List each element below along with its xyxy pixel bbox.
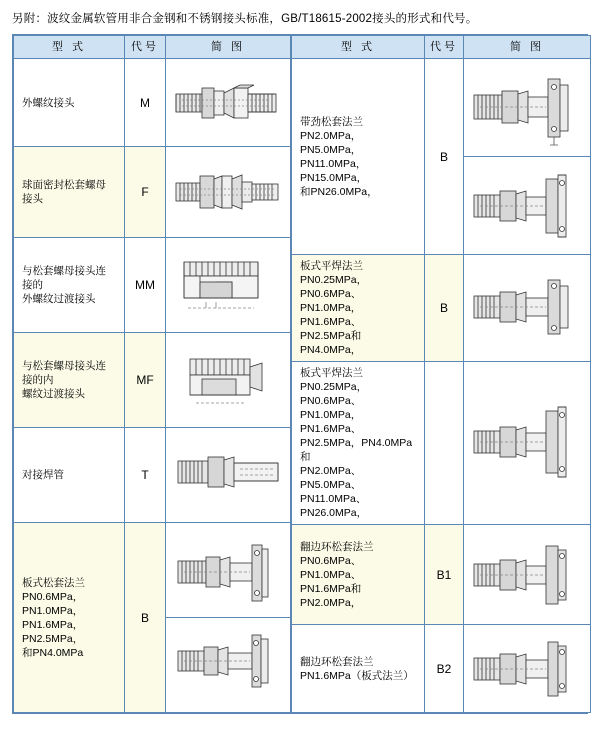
type-line: PN0.25MPa，PN0.6MPa、 (300, 274, 368, 300)
row-figure-cell (166, 238, 291, 333)
figure-group (166, 530, 290, 705)
ribbed-loose-flange-figure-2 (468, 163, 586, 249)
figure-group (464, 59, 590, 254)
row-code-cell (425, 362, 464, 525)
flared-ring-loose-flange-figure (468, 532, 586, 618)
figure-slot (464, 157, 590, 254)
table-row (14, 147, 291, 238)
header-figure: 简 图 (166, 36, 291, 59)
row-figure-cell (166, 333, 291, 428)
row-type-cell (14, 147, 125, 238)
row-type-cell (14, 428, 125, 523)
type-line: 外螺纹过渡接头 (22, 293, 96, 306)
ribbed-loose-flange-figure-1 (468, 65, 586, 151)
flared-ring-loose-flange-plate-figure (468, 630, 586, 708)
type-line: 和PN26.0MPa， (300, 185, 378, 198)
table-row (14, 333, 291, 428)
row-type-cell (292, 625, 425, 713)
table-header-row (14, 36, 291, 59)
header-type: 型 式 (292, 36, 425, 59)
row-code-cell: B (125, 523, 166, 713)
plate-welding-flange-figure-2 (468, 393, 586, 493)
row-code-cell: T (125, 428, 166, 523)
row-code-cell: MM (125, 238, 166, 333)
row-figure-cell (166, 147, 291, 238)
type-line: PN0.6MPa、PN1.0MPa、 (300, 554, 362, 581)
row-code-cell: B (425, 255, 464, 362)
figure-slot (166, 530, 290, 618)
type-line: PN1.6MPa，PN2.5MPa， (22, 618, 84, 645)
type-line: PN1.0MPa，PN1.6MPa、 (300, 409, 362, 435)
row-figure-cell (464, 59, 591, 255)
header-type: 型 式 (14, 36, 125, 59)
type-line: PN2.0MPa、PN5.0MPa、 (300, 465, 362, 491)
type-line: PN1.6MPa和PN2.0MPa， (300, 582, 362, 609)
type-line: 外螺纹接头 (22, 96, 75, 109)
row-code-cell: F (125, 147, 166, 238)
figure-slot (166, 618, 290, 705)
type-line: PN1.0MPa，PN1.6MPa、 (300, 302, 362, 328)
left-connector-table (13, 35, 291, 713)
table-row (292, 525, 591, 625)
table-row (14, 523, 291, 713)
right-flange-table (291, 35, 591, 713)
header-code: 代号 (125, 36, 166, 59)
row-figure-cell (464, 525, 591, 625)
row-figure-cell (166, 523, 291, 713)
row-figure-cell (166, 59, 291, 147)
type-line: PN2.5MPa和PN4.0MPa， (300, 330, 362, 356)
row-type-cell (14, 59, 125, 147)
left-table-body (14, 59, 291, 713)
plate-loose-flange-figure-2 (170, 623, 286, 701)
header-figure: 简 图 (464, 36, 591, 59)
page-caption: 另附：波纹金属软管用非合金钢和不锈钢接头标准，GB/T18615-2002接头的形式和代号。 (12, 13, 478, 25)
plate-welding-flange-figure-1 (468, 268, 586, 348)
header-code: 代号 (425, 36, 464, 59)
table-row (14, 59, 291, 147)
row-figure-cell (166, 428, 291, 523)
table-header-row (292, 36, 591, 59)
row-code-cell: B1 (425, 525, 464, 625)
row-type-cell (292, 59, 425, 255)
type-line: 翻边环松套法兰 (300, 540, 374, 553)
table-row (292, 255, 591, 362)
row-type-cell (292, 255, 425, 362)
row-figure-cell (464, 255, 591, 362)
type-line: 带劲松套法兰 (300, 115, 363, 128)
tables-container (12, 34, 588, 714)
type-line: PN11.0MPa、PN26.0MPa， (300, 493, 368, 519)
type-line: 板式松套法兰 (22, 576, 85, 589)
figure-slot (464, 59, 590, 157)
type-line: 板式平焊法兰 (300, 367, 363, 379)
row-type-cell (292, 362, 425, 525)
plate-loose-flange-figure (170, 535, 286, 613)
type-line: PN1.6MPa（板式法兰） (300, 669, 414, 682)
type-line: 螺纹过渡接头 (22, 388, 85, 401)
row-code-cell: MF (125, 333, 166, 428)
row-type-cell (14, 238, 125, 333)
right-table-head (292, 36, 591, 59)
row-figure-cell (464, 625, 591, 713)
row-code-cell: B2 (425, 625, 464, 713)
type-line: PN2.0MPa，PN5.0MPa， (300, 129, 362, 156)
type-line: 球面密封松套螺母接头 (22, 179, 106, 206)
type-line: 翻边环松套法兰 (300, 655, 374, 668)
table-row (292, 362, 591, 525)
type-line: 与松套螺母接头连接的 (22, 265, 106, 292)
row-type-cell (14, 523, 125, 713)
table-row (292, 625, 591, 713)
type-line: 和PN4.0MPa (22, 646, 84, 659)
table-row (14, 238, 291, 333)
table-row (14, 428, 291, 523)
type-line: 对接焊管 (22, 469, 64, 482)
spherical-seal-union-nut-figure (170, 163, 286, 221)
row-code-cell: M (125, 59, 166, 147)
row-figure-cell (464, 362, 591, 525)
threaded-male-connector-figure (170, 74, 286, 132)
type-line: 与松套螺母接头连接的内 (22, 360, 106, 387)
row-type-cell (292, 525, 425, 625)
row-code-cell: B (425, 59, 464, 255)
type-line: PN2.5MPa，PN4.0MPa 和 (300, 437, 413, 463)
type-line: PN11.0MPa，PN15.0MPa， (300, 157, 368, 184)
right-table-body (292, 59, 591, 713)
left-table-head (14, 36, 291, 59)
female-thread-adapter-figure (170, 347, 286, 413)
type-line: PN0.25MPa，PN0.6MPa、 (300, 381, 368, 407)
male-thread-adapter-figure (170, 252, 286, 318)
type-line: 板式平焊法兰 (300, 260, 363, 272)
butt-weld-pipe-figure (170, 443, 286, 507)
table-row (292, 59, 591, 255)
type-line: PN0.6MPa，PN1.0MPa， (22, 590, 84, 617)
row-type-cell (14, 333, 125, 428)
